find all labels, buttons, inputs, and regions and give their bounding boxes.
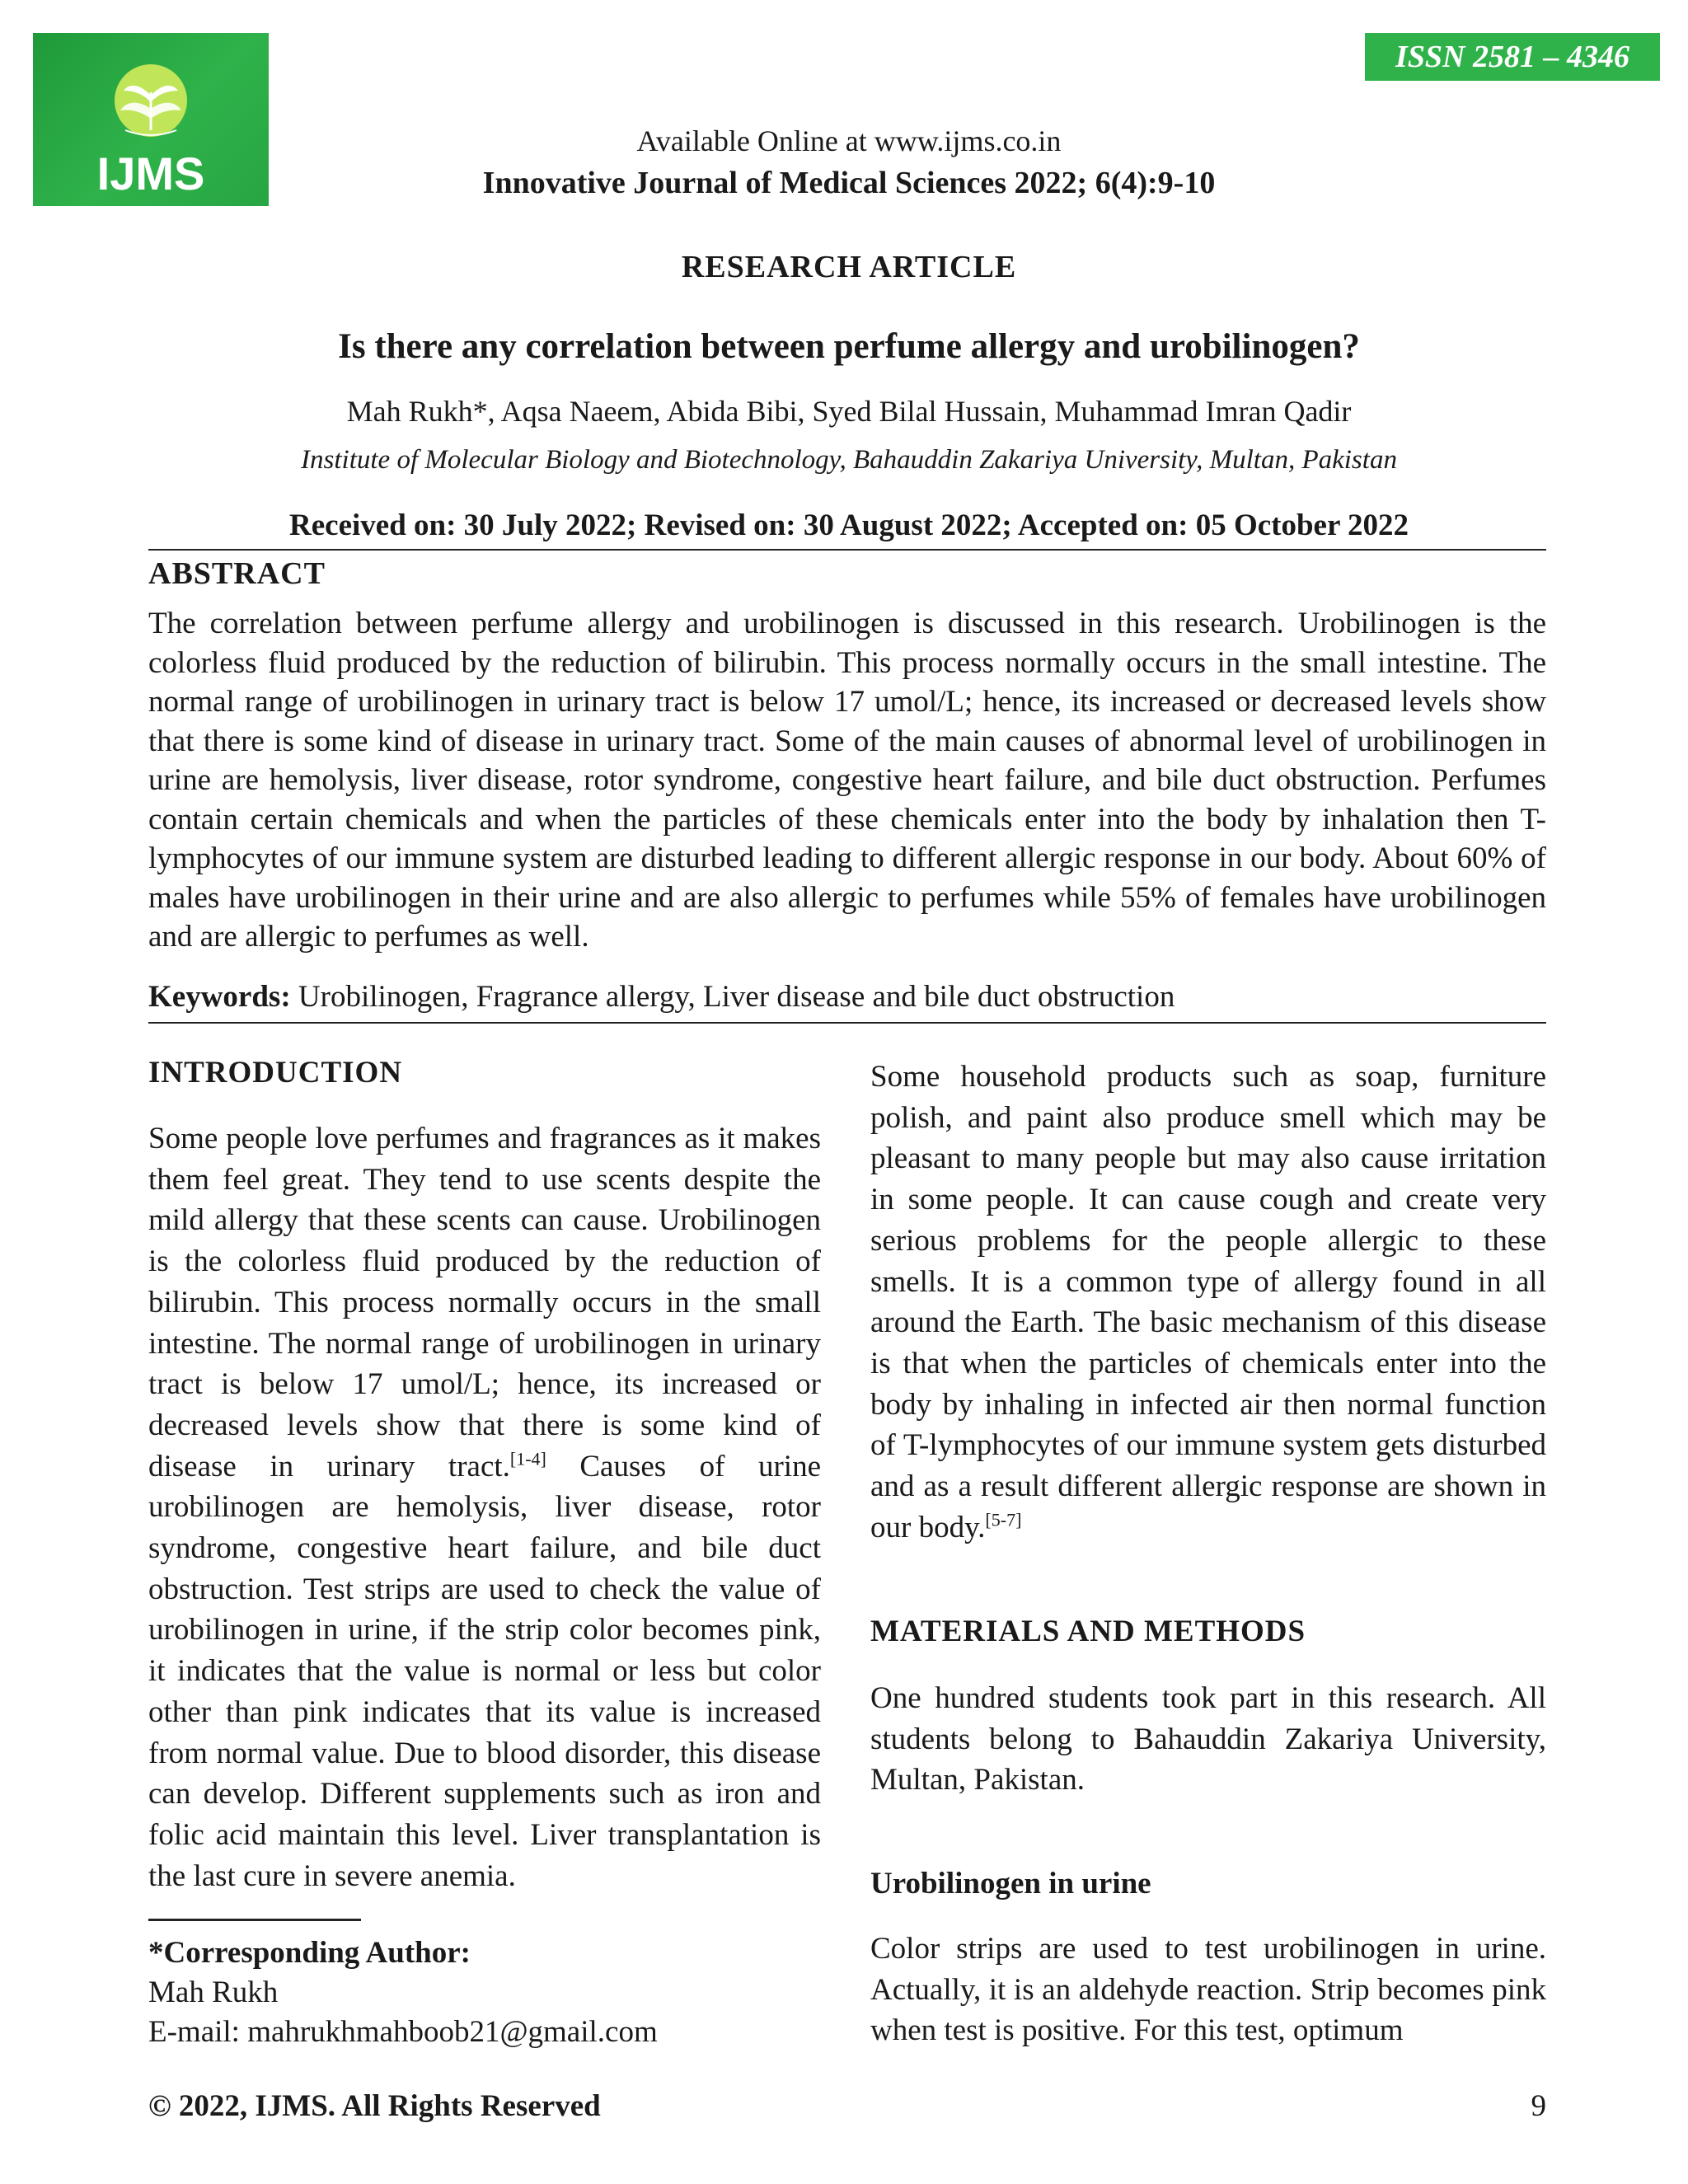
introduction-text-part3: Some household products such as soap, furniture polish, and paint also produce smell which may be pleasant to many people but may also cause irritation in some people. It can cause cough and create very serious problems for the people allergic to these smells. It is a common type of allergy found in all around the Earth. The basic mechanism of this disease is that when the particles of chemicals enter into the body by inhaling in infected air then normal function of T-lymphocytes of our immune system gets disturbed and as a result different allergic response are shown in our body. [870, 1060, 1546, 1544]
methods-heading: MATERIALS AND METHODS [870, 1615, 1306, 1648]
article-dates: Received on: 30 July 2022; Revised on: 30 August 2022; Accepted on: 05 October 2022 [289, 509, 1409, 542]
keywords-list: Urobilinogen, Fragrance allergy, Liver disease and bile duct obstruction [298, 980, 1175, 1014]
divider-rule [148, 1022, 1546, 1024]
copyright-notice: © 2022, IJMS. All Rights Reserved [148, 2089, 601, 2123]
introduction-text-part2: Causes of urine urobilinogen are hemolysis, liver disease, rotor syndrome, congestive heart failure, and bile duct obstruction. Test strips are used to check the value of urobilinogen in urine, if the strip color becomes pink, it indicates that the value is normal or less but color other than pink indicates that its value is increased from normal value. Due to blood disorder, this disease can develop. Different supplements such as iron and folic acid maintain this level. Liver transplantation is the last cure in severe anemia. [148, 1449, 821, 1893]
methods-paragraph: One hundred students took part in this research. All students belong to Bahauddin Zakariya University, Multan, Pakistan. [870, 1681, 1546, 1797]
keywords-line [148, 979, 1175, 1015]
footnote-rule [148, 1919, 361, 1921]
abstract-text: The correlation between perfume allergy and urobilinogen is discussed in this research. Urobilinogen is the colorless fluid produced by the reduction of bilirubin. This process normally occurs in the small intestine. The normal range of urobilinogen in urinary tract is below 17 umol/L; hence, its increased or decreased levels show that there is some kind of disease in urinary tract. Some of the main causes of abnormal level of urobilinogen in urine are hemolysis, liver disease, rotor syndrome, congestive heart failure, and bile duct obstruction. Perfumes contain certain chemicals and when the particles of these chemicals enter into the body by inhalation then T-lymphocytes of our immune system are disturbed leading to different allergic response in our body. About 60% of males have urobilinogen in their urine and are also allergic to perfumes while 55% of females have urobilinogen and are allergic to perfumes as well. [148, 607, 1546, 954]
article-type: RESEARCH ARTICLE [681, 250, 1017, 284]
introduction-paragraph [148, 1118, 821, 1896]
logo-text: IJMS [96, 148, 205, 199]
urobilinogen-subheading: Urobilinogen in urine [870, 1867, 1151, 1900]
citation-ref: [1-4] [509, 1448, 546, 1469]
citation-ref: [5-7] [985, 1509, 1022, 1530]
available-online-line: Available Online at www.ijms.co.in [636, 124, 1062, 157]
issn-badge: ISSN 2581 – 4346 [1365, 33, 1660, 81]
introduction-heading: INTRODUCTION [148, 1056, 403, 1090]
divider-rule [148, 549, 1546, 551]
introduction-paragraph-continued [870, 1057, 1546, 1548]
affiliation: Institute of Molecular Biology and Biotechnology, Bahauddin Zakariya University, Multan, Pakistan [301, 445, 1397, 475]
page-number: 9 [1531, 2089, 1546, 2123]
article-title: Is there any correlation between perfume allergy and urobilinogen? [338, 327, 1360, 366]
abstract-heading: ABSTRACT [148, 556, 326, 591]
urobilinogen-paragraph: Color strips are used to test urobilinogen in urine. Actually, it is an aldehyde reaction. Strip becomes pink when test is positive. For this test, optimum [870, 1932, 1546, 2048]
journal-citation: Innovative Journal of Medical Sciences 2022; 6(4):9-10 [482, 166, 1216, 200]
keywords-label: Keywords: [148, 980, 291, 1014]
corresponding-author-name: Mah Rukh [148, 1975, 279, 2009]
corresponding-author-email: E-mail: mahrukhmahboob21@gmail.com [148, 2015, 658, 2049]
author-list: Mah Rukh*, Aqsa Naeem, Abida Bibi, Syed Bilal Hussain, Muhammad Imran Qadir [346, 395, 1352, 428]
corresponding-author-label: *Corresponding Author: [148, 1936, 471, 1970]
introduction-text-part1: Some people love perfumes and fragrances as it makes them feel great. They tend to use scents despite the mild allergy that these scents can cause. Urobilinogen is the colorless fluid produced by the reduction of bilirubin. This process normally occurs in the small intestine. The normal range of urobilinogen in urinary tract is below 17 umol/L; hence, its increased or decreased levels show that there is some kind of disease in urinary tract. [148, 1122, 821, 1483]
